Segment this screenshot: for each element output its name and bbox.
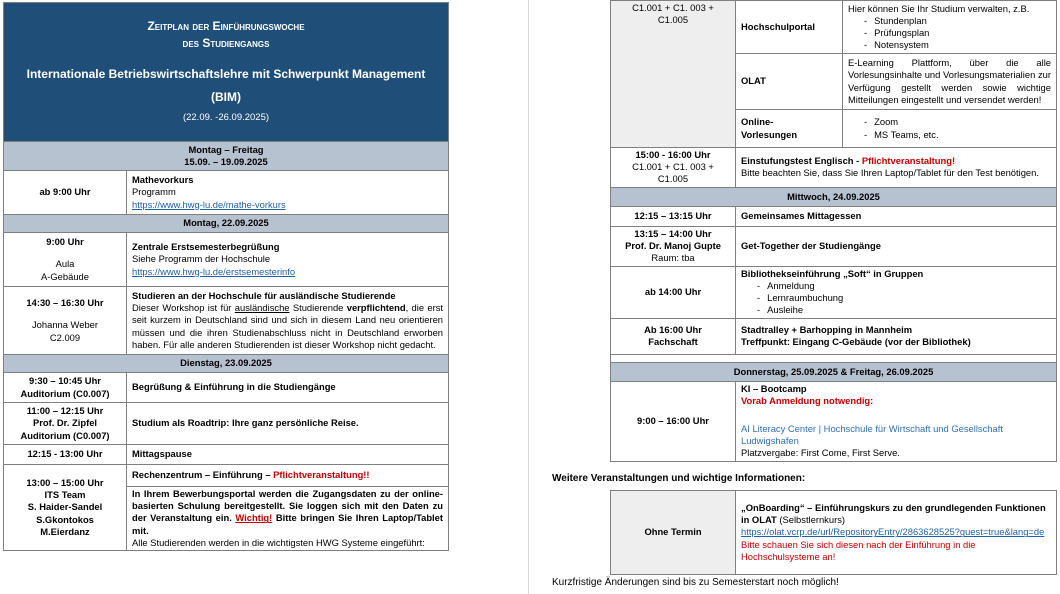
time-cell: 15:00 - 16:00 Uhr C1.001 + C1. 003 + C1.005 [611, 148, 736, 188]
time-cell: Ohne Termin [611, 491, 736, 575]
event-cell: Rechenzentrum – Einführung – Pflichtveranstaltung!! [127, 465, 449, 487]
header-title-line1: Zeitplan der Einführungswoche [147, 19, 305, 33]
header-dates: (22.09. -26.09.2025) [182, 112, 270, 123]
row-workshop [4, 287, 449, 355]
hochschulportal-desc: Hier können Sie Ihr Studium verwalten, z.B. - Stundenplan - Prüfungsplan - Notensystem [843, 1, 1057, 54]
erstsemesterinfo-link[interactable]: https://www.hwg-lu.de/erstsemesterinfo [132, 265, 296, 277]
time-cell: ab 9:00 Uhr [4, 171, 127, 215]
row-englisch [611, 148, 1057, 188]
row-rechenzentrum [4, 465, 449, 487]
online-label: Online- Vorlesungen [736, 110, 843, 148]
time-cell: 13:15 – 14:00 Uhr Prof. Dr. Manoj Gupte Raum: tba [611, 226, 736, 266]
day-row-wednesday: Mittwoch, 24.09.2025 [611, 187, 1057, 206]
time-cell: ab 14:00 Uhr [611, 266, 736, 318]
row-lunch [4, 445, 449, 465]
onboarding-table [610, 490, 1057, 575]
event-cell: Mittagspause [127, 445, 449, 465]
schedule-header [4, 3, 449, 142]
event-cell: „OnBoarding“ – Einführungskurs zu den grundlegenden Funktionen in OLAT (Selbstlernkurs) https://olat.vcrp.de/url/RepositoryEntry/2863628525?guest=true&lang=de Bitte schauen Sie sich diesen nach der Einführung in die Hochschulsysteme an! [736, 491, 1057, 575]
day-row-monday: Montag, 22.09.2025 [4, 215, 449, 233]
row-bootcamp [611, 381, 1057, 461]
event-cell: In Ihrem Bewerbungsportal werden die Zugangsdaten zu der online-basierten Schulung bereitgestellt. Sie loggen sich mit den Daten zu der Veranstaltung ein. Wichtig! Bitte bringen Sie Ihren Laptop/Tablet mit. Alle Studierenden werden in die wichtigsten HWG Systeme eingeführt: [127, 487, 449, 551]
olat-label: OLAT [736, 54, 843, 110]
olat-onboarding-link[interactable]: https://olat.vcrp.de/url/RepositoryEntry/2863628525?guest=true&lang=de [741, 526, 1045, 538]
header-abbr: (BIM) [211, 90, 241, 104]
day-row-tuesday: Dienstag, 23.09.2025 [4, 355, 449, 373]
header-program: Internationale Betriebswirtschaftslehre mit Schwerpunkt Management [26, 67, 426, 81]
event-cell: Begrüßung & Einführung in die Studiengänge [127, 373, 449, 403]
rooms-cell: C1.001 + C1. 003 + C1.005 [611, 1, 736, 148]
event-cell: Studieren an der Hochschule für ausländische Studierende Dieser Workshop ist für ausländische Studierende verpflichtend, die erst seit kurzem in Deutschland sind und sich in diesem Land neu orientieren müssen und die ihren Studienabschluss nicht in Deutschland erworben haben. Für alle anderen Studierenden ist dieser Workshop nicht gedacht. [127, 287, 449, 355]
event-cell: Get-Together der Studiengänge [736, 226, 1057, 266]
page-separator [528, 0, 529, 594]
event-cell: Gemeinsames Mittagessen [736, 206, 1057, 226]
time-cell: 9:30 – 10:45 Uhr Auditorium (C0.007) [4, 373, 127, 403]
day-row-thufri: Donnerstag, 25.09.2025 & Freitag, 26.09.2025 [611, 362, 1057, 381]
right-page [530, 0, 1060, 594]
olat-desc: E-Learning Plattform, über die alle Vorlesungsinhalte und Vorlesungsmaterialien zur Verfügung gestellt werden sowie wichtige Mitteilungen eingestellt und versendet werden! [843, 54, 1057, 110]
header-title-line2: des Studiengangs [182, 36, 270, 50]
time-cell: 9:00 – 16:00 Uhr [611, 381, 736, 461]
event-cell: Stadtralley + Barhopping in Mannheim Treffpunkt: Eingang C-Gebäude (vor der Bibliothek) [736, 318, 1057, 354]
row-begruessung [4, 233, 449, 287]
row-mathe [4, 171, 449, 215]
time-cell: 11:00 – 12:15 Uhr Prof. Dr. Zipfel Auditorium (C0.007) [4, 403, 127, 445]
event-cell: Zentrale Erstsemesterbegrüßung Siehe Programm der Hochschule https://www.hwg-lu.de/erstsemesterinfo [127, 233, 449, 287]
row-bibliothek [611, 266, 1057, 318]
footer-note: Kurzfristige Änderungen sind bis zu Semesterstart noch möglich! [552, 577, 839, 588]
row-lunch-2 [611, 206, 1057, 226]
time-cell: 12:15 – 13:15 Uhr [611, 206, 736, 226]
event-cell: Studium als Roadtrip: Ihre ganz persönliche Reise. [127, 403, 449, 445]
row-gettogether [611, 226, 1057, 266]
row-onboarding [611, 491, 1057, 575]
time-cell: 14:30 – 16:30 Uhr Johanna Weber C2.009 [4, 287, 127, 355]
row-roadtrip [4, 403, 449, 445]
time-cell: 9:00 Uhr Aula A-Gebäude [4, 233, 127, 287]
event-cell: Einstufungstest Englisch - Pflichtveranstaltung! Bitte beachten Sie, dass Sie Ihren Laptop/Tablet für den Test benötigen. [736, 148, 1057, 188]
schedule-table-left [3, 2, 449, 551]
online-desc: - Zoom - MS Teams, etc. [843, 110, 1057, 148]
event-cell: KI – Bootcamp Vorab Anmeldung notwendig: AI Literacy Center | Hochschule für Wirtschaft und Gesellschaft Ludwigshafen Platzvergabe: First Come, First Serve. [736, 381, 1057, 461]
event-cell: Bibliothekseinführung „Soft“ in Gruppen - Anmeldung - Lernraumbuchung - Ausleihe [736, 266, 1057, 318]
time-cell: 12:15 - 13:00 Uhr [4, 445, 127, 465]
hochschulportal-label: Hochschulportal [736, 1, 843, 54]
row-stadtralley [611, 318, 1057, 354]
further-heading: Weitere Veranstaltungen und wichtige Informationen: [552, 473, 806, 484]
event-cell: Mathevorkurs Programm https://www.hwg-lu.de/mathe-vorkurs [127, 171, 449, 215]
row-begruessung-2 [4, 373, 449, 403]
time-cell: 13:00 – 15:00 Uhr ITS Team S. Haider-Sandel S.Gkontokos M.Eierdanz [4, 465, 127, 551]
spacer-row [611, 354, 1057, 362]
ai-literacy-link[interactable]: AI Literacy Center | Hochschule für Wirtschaft und Gesellschaft Ludwigshafen [741, 423, 1003, 447]
day-row-mofr: Montag – Freitag 15.09. – 19.09.2025 [4, 142, 449, 171]
time-cell: Ab 16:00 Uhr Fachschaft [611, 318, 736, 354]
mathe-vorkurs-link[interactable]: https://www.hwg-lu.de/mathe-vorkurs [132, 198, 286, 210]
schedule-table-right [610, 0, 1057, 462]
